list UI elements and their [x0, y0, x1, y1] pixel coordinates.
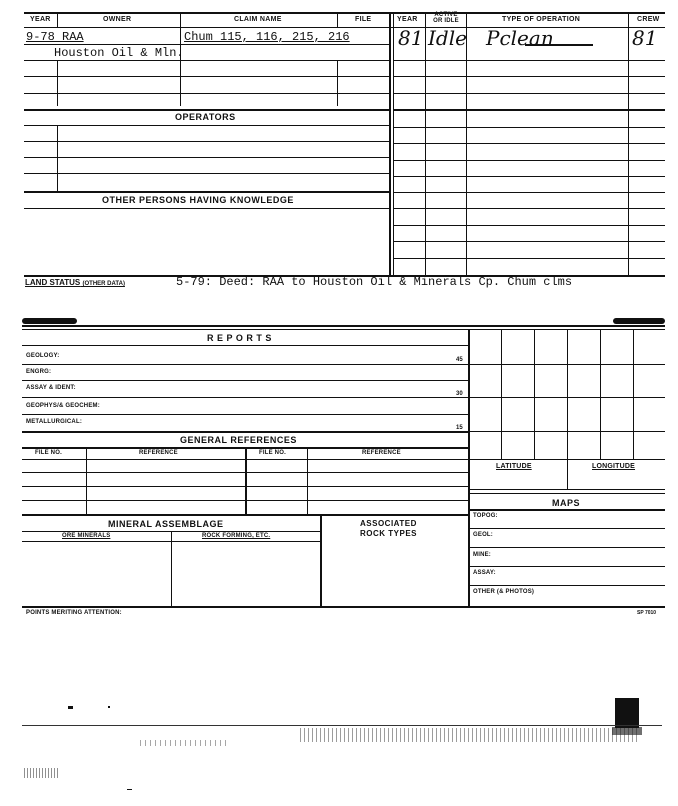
header-year-2: YEAR: [397, 16, 418, 23]
header-claim-name: CLAIM NAME: [234, 16, 282, 23]
report-geophys: GEOPHYS/& GEOCHEM:: [26, 403, 100, 409]
handwritten-operation: Pclean: [486, 26, 554, 50]
top-rule: [24, 12, 665, 14]
header-owner: OWNER: [103, 16, 132, 23]
main-divider: [389, 12, 391, 277]
header-file: FILE: [355, 16, 372, 23]
operators-label: OPERATORS: [175, 112, 236, 122]
general-references-title: GENERAL REFERENCES: [180, 435, 297, 445]
handwritten-year: 81: [398, 26, 424, 50]
longitude-label: LONGITUDE: [592, 463, 636, 470]
latitude-label: LATITUDE: [496, 463, 532, 470]
form-number: SP 7010: [637, 610, 657, 616]
header-rule: [24, 27, 665, 28]
maps-title: MAPS: [552, 498, 581, 508]
entry-claim: Chum 115, 116, 215, 216: [184, 30, 350, 44]
points-meriting-attention: POINTS MERITING ATTENTION:: [26, 610, 122, 616]
header-crew: CREW: [637, 16, 660, 23]
handwritten-status: Idle: [428, 26, 467, 50]
reports-title: R E P O R T S: [207, 333, 272, 343]
mineral-assemblage-title: MINERAL ASSEMBLAGE: [108, 519, 224, 529]
handwritten-crew: 81: [632, 26, 658, 50]
land-status-value: 5-79: Deed: RAA to Houston Oil & Minerals Cp. Chum clms: [176, 275, 573, 289]
header-year: YEAR: [30, 16, 51, 23]
header-type-of-operation: TYPE OF OPERATION: [502, 16, 581, 23]
report-assay: ASSAY & IDENT:: [26, 385, 76, 391]
report-engrg: ENGRG:: [26, 369, 52, 375]
header-active-or-idle: ACTIVE OR IDLE: [433, 12, 459, 24]
other-persons-label: OTHER PERSONS HAVING KNOWLEDGE: [102, 195, 294, 205]
land-status-label: LAND STATUS (OTHER DATA): [25, 278, 125, 287]
entry-owner: Houston Oil & Mln.: [54, 46, 184, 60]
entry-year-owner: 9-78 RAA: [26, 30, 84, 44]
report-metallurgical: METALLURGICAL:: [26, 419, 83, 425]
report-geology: GEOLOGY:: [26, 353, 60, 359]
